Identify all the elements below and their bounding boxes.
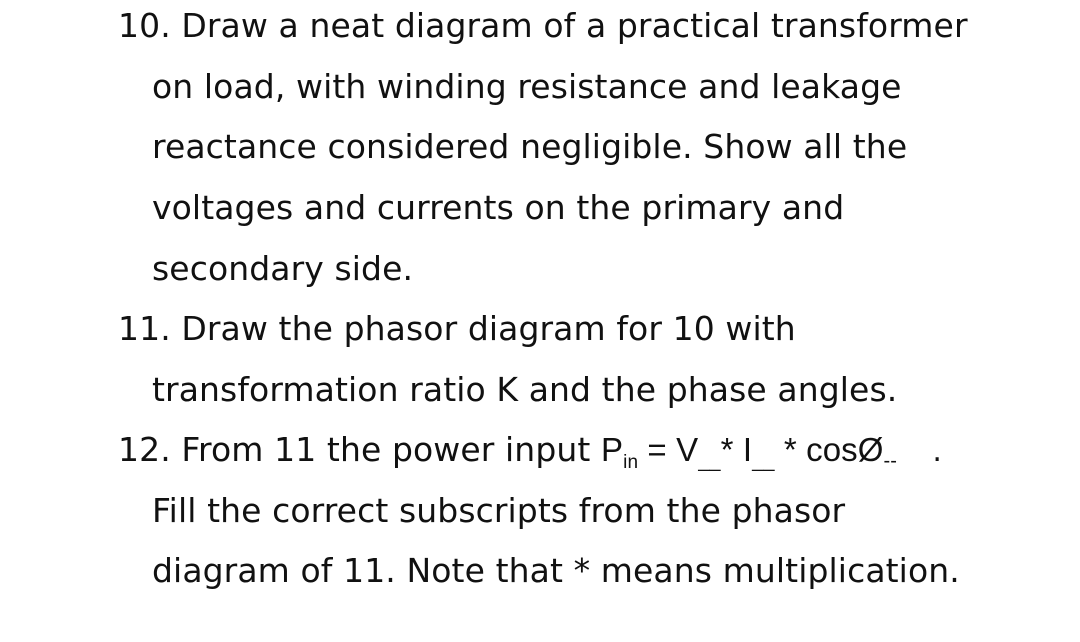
pin-symbol: P — [601, 431, 624, 468]
equals-sign: = — [647, 431, 677, 468]
voltage-symbol: V — [676, 431, 699, 468]
multiply-sign-1: * — [720, 431, 734, 468]
q11-line-1: 11. Draw the phasor diagram for 10 with — [118, 309, 796, 348]
q11-line-2: transformation ratio K and the phase angles. — [152, 370, 898, 409]
cos-phi: cosØ — [806, 431, 884, 468]
q12-line-3: diagram of 11. Note that * means multiplication. — [152, 551, 960, 590]
q10-line-2: on load, with winding resistance and leakage — [152, 67, 902, 106]
q12-prefix: 12. From 11 the power input — [118, 430, 602, 469]
angle-subscript-blank: -- — [883, 450, 898, 472]
q10-line-3: reactance considered negligible. Show all the — [152, 127, 908, 166]
q10-line-5: secondary side. — [152, 249, 414, 288]
q12-line-1 — [118, 430, 942, 476]
current-symbol: I — [742, 431, 753, 468]
q10-line-1: 10. Draw a neat diagram of a practical transformer — [118, 6, 968, 45]
current-subscript-blank: __ — [752, 450, 775, 472]
q10-line-4: voltages and currents on the primary and — [152, 188, 845, 227]
q12-line-2: Fill the correct subscripts from the phasor — [152, 491, 846, 530]
pin-subscript: in — [623, 452, 639, 473]
multiply-sign-2: * — [783, 431, 797, 468]
voltage-subscript-blank: __ — [698, 450, 721, 472]
trailing-period: . — [932, 434, 942, 469]
power-formula — [601, 431, 906, 473]
